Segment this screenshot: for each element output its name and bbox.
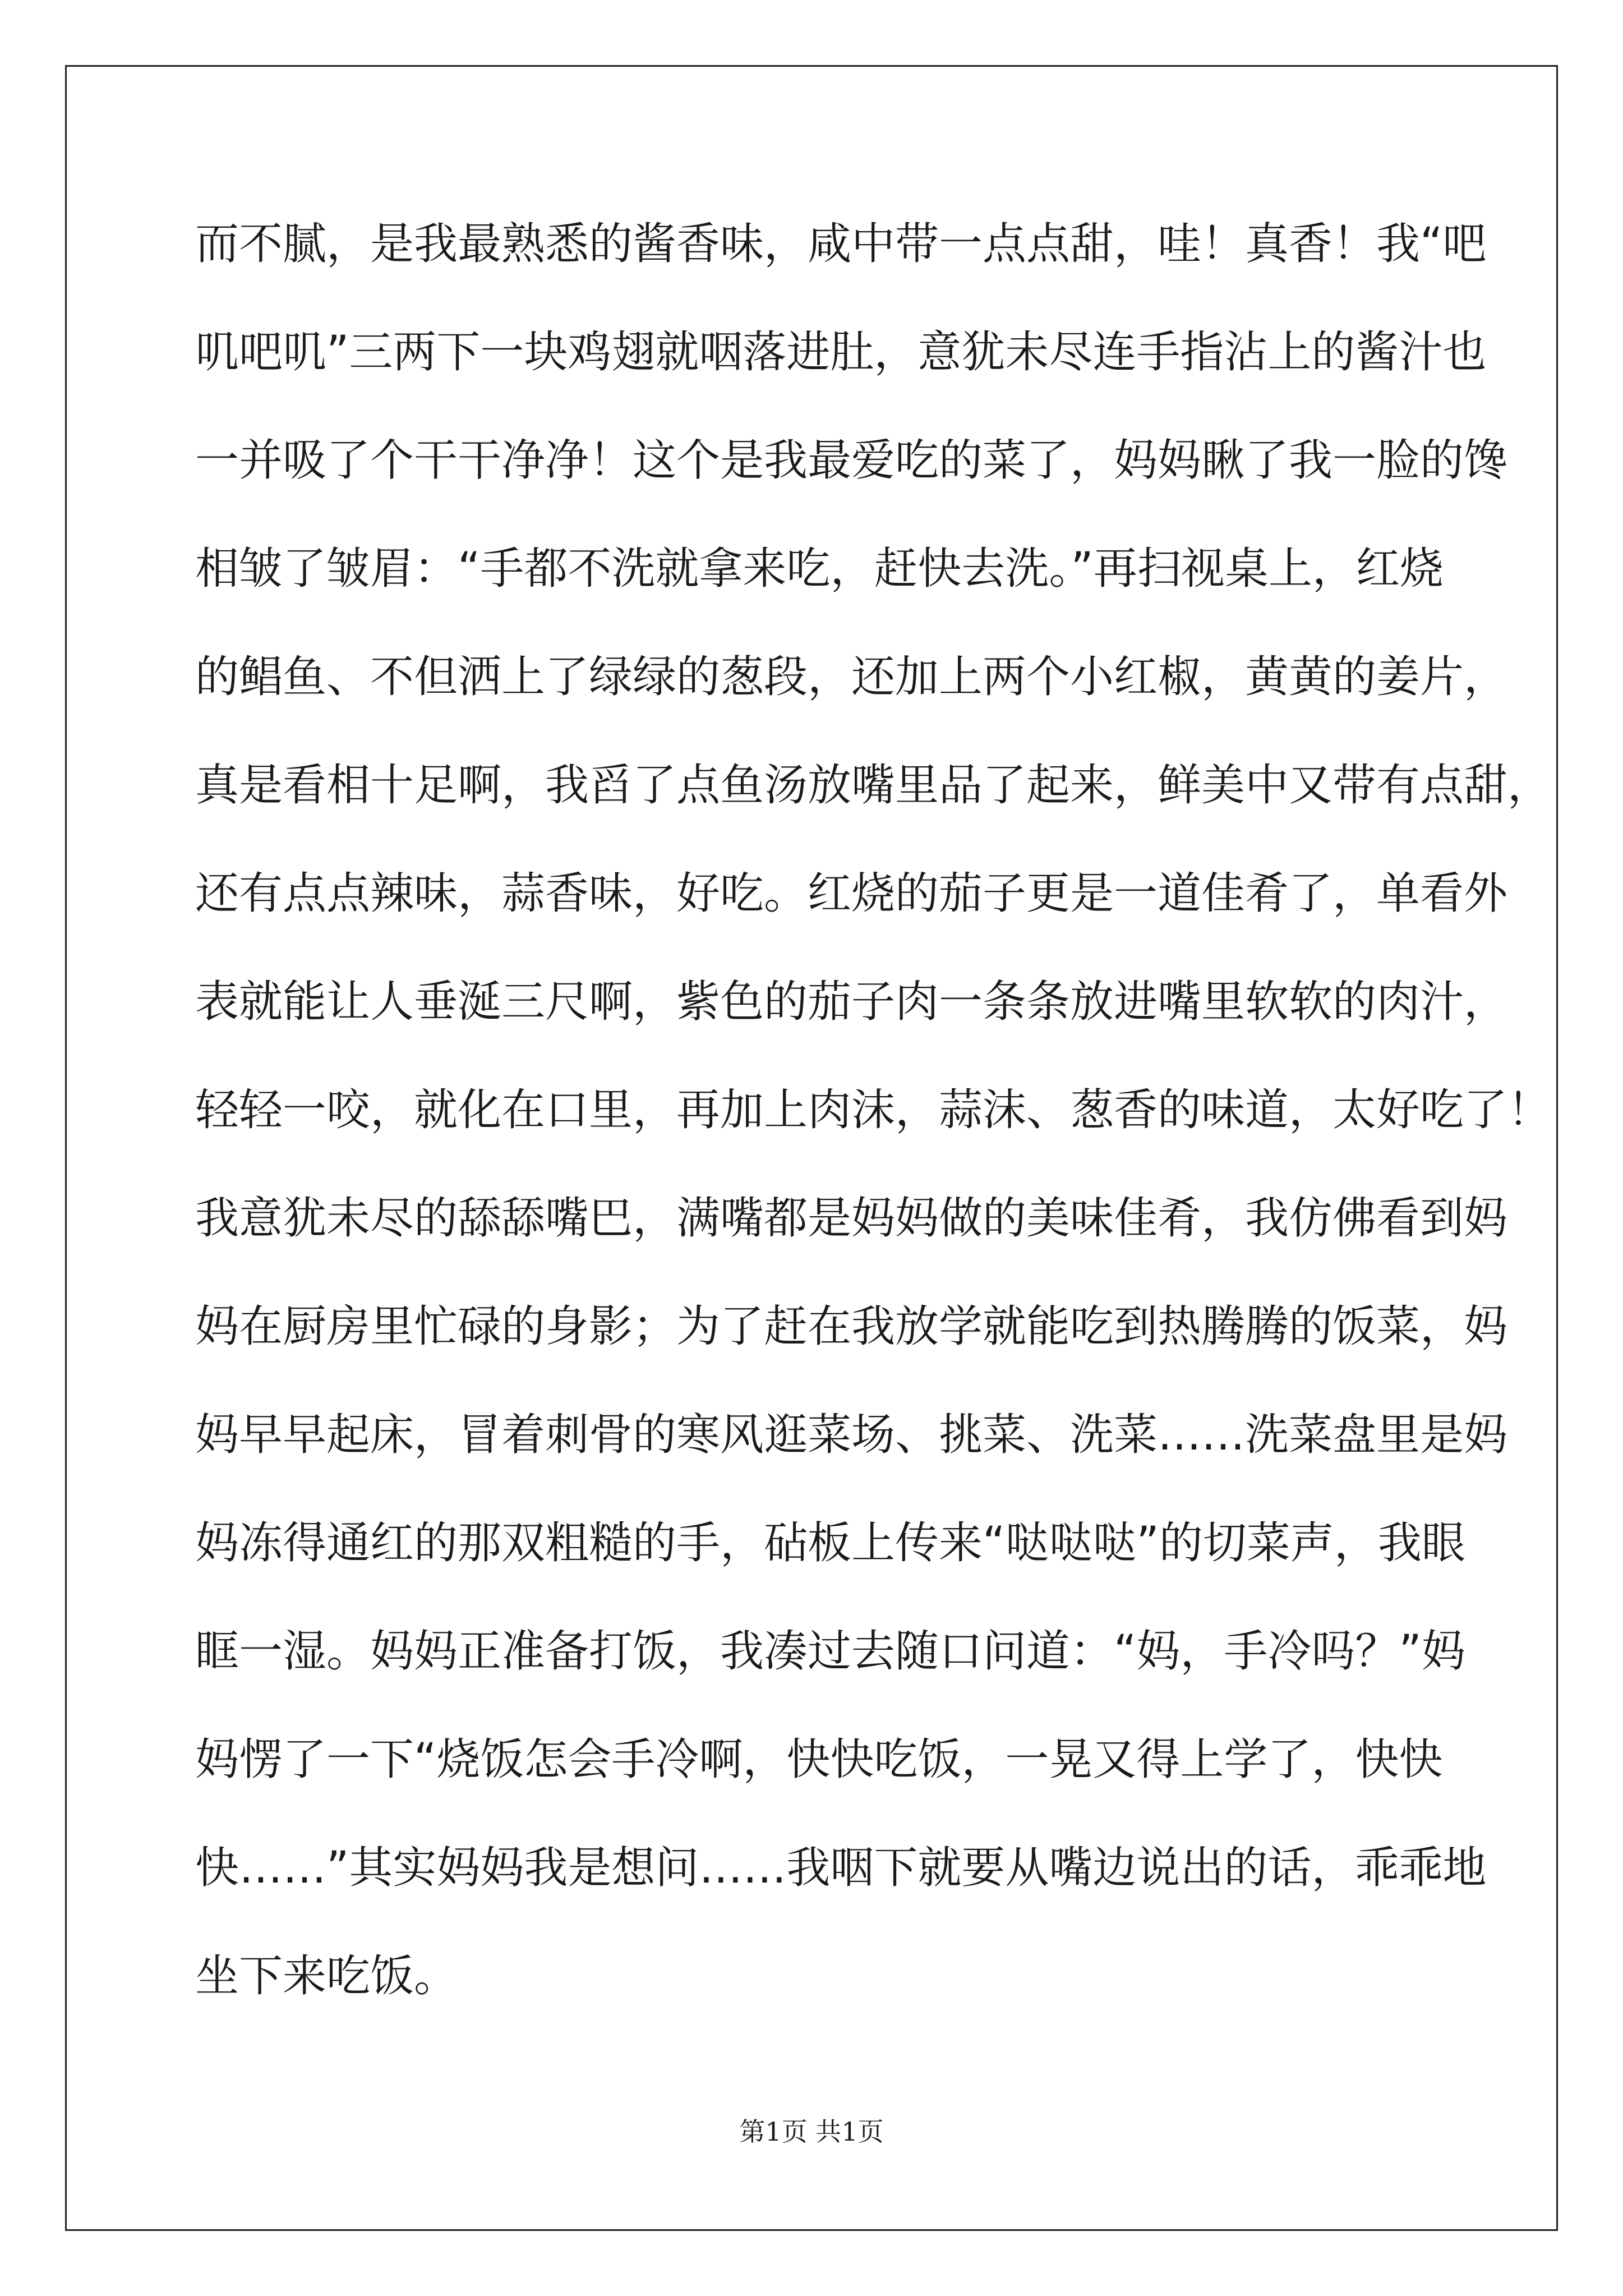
text-line: 表就能让人垂涎三尺啊，紫色的茄子肉一条条放进嘴里软软的肉汁， [195,977,1508,1027]
text-line: 轻轻一咬，就化在口里，再加上肉沫，蒜沫、葱香的味道，太好吃了！ [195,1085,1552,1135]
text-line: 妈愣了一下“烧饭怎会手冷啊，快快吃饭，一晃又得上学了，快快 [195,1734,1443,1785]
text-line: 坐下来吃饭。 [195,1951,458,2001]
text-line: 的鲳鱼、不但洒上了绿绿的葱段，还加上两个小红椒，黄黄的姜片， [195,652,1508,702]
text-line: 还有点点辣味，蒜香味，好吃。红烧的茄子更是一道佳肴了，单看外 [195,868,1508,919]
text-line: 妈在厨房里忙碌的身影；为了赶在我放学就能吃到热腾腾的饭菜，妈 [195,1301,1508,1352]
body-text [195,210,1552,2051]
text-line: 一并吸了个干干净净！这个是我最爱吃的菜了，妈妈瞅了我一脸的馋 [195,435,1508,486]
text-line: 真是看相十足啊，我舀了点鱼汤放嘴里品了起来，鲜美中又带有点甜， [195,760,1552,811]
text-line: 快……”其实妈妈我是想问……我咽下就要从嘴边说出的话，乖乖地 [195,1843,1487,1893]
text-line: 而不腻，是我最熟悉的酱香味，咸中带一点点甜，哇！真香！我“吧 [195,219,1487,269]
page-number-footer: 第1页 共1页 [739,2116,884,2147]
text-line: 我意犹未尽的舔舔嘴巴，满嘴都是妈妈做的美味佳肴，我仿佛看到妈 [195,1193,1508,1244]
text-line: 叽吧叽”三两下一块鸡翅就咽落进肚，意犹未尽连手指沾上的酱汁也 [195,327,1487,378]
text-line: 眶一湿。妈妈正准备打饭，我凑过去随口问道：“妈，手冷吗？”妈 [195,1626,1465,1677]
text-line: 妈冻得通红的那双粗糙的手，砧板上传来“哒哒哒”的切菜声，我眼 [195,1518,1465,1568]
text-line: 妈早早起床，冒着刺骨的寒风逛菜场、挑菜、洗菜……洗菜盘里是妈 [195,1410,1508,1460]
text-line: 相皱了皱眉：“手都不洗就拿来吃，赶快去洗。”再扫视桌上，红烧 [195,544,1444,594]
